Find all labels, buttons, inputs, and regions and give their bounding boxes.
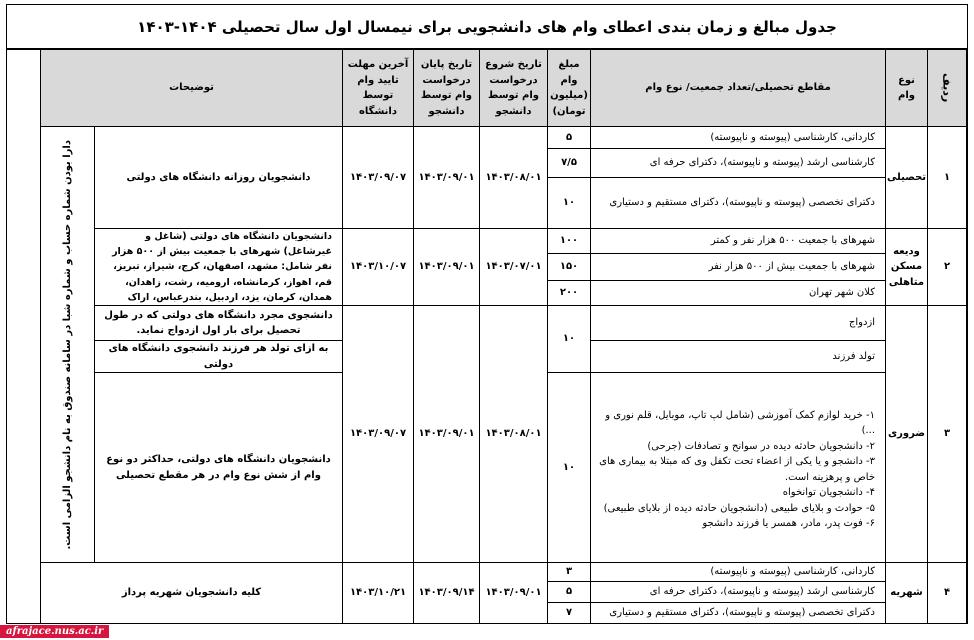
row-2-level-2: شهرهای با جمعیت بیش از ۵۰۰ هزار نفر — [590, 253, 886, 281]
row-4-number: ۴ — [927, 562, 967, 624]
row-4-level-1: کاردانی، کارشناسی (پیوسته و ناپیوسته) — [590, 562, 886, 582]
row-1-amount-1: ۵ — [547, 126, 591, 149]
header-end-date: تاریخ پایان درخواست وام توسط دانشجو — [413, 49, 480, 127]
row-4-deadline: ۱۴۰۳/۱۰/۲۱ — [342, 562, 414, 624]
row-3-amount-1: ۱۰ — [547, 305, 591, 373]
row-1-level-3: دکترای تخصصی (پیوسته و ناپیوسته)، دکترای مستقیم و دستیاری — [590, 177, 886, 229]
row-3-list-item-4: ۴- دانشجویان توانخواه — [782, 487, 875, 498]
side-note — [40, 126, 95, 563]
row-3-list-item-3: ۳- دانشجو و یا یکی از اعضاء تحت تکفل وی که مبتلا به بیماری های خاص و پرهزینه است. — [599, 456, 875, 483]
row-2-start-date: ۱۴۰۳/۰۷/۰۱ — [479, 228, 548, 306]
row-3-start-date: ۱۴۰۳/۰۸/۰۱ — [479, 305, 548, 563]
row-3-level-list — [590, 372, 886, 563]
row-3-list-item-2: ۲- دانشجویان حادثه دیده در سوانح و تصادفات (جرحی) — [647, 440, 875, 452]
row-2-level-1: شهرهای با جمعیت ۵۰۰ هزار نفر و کمتر — [590, 228, 886, 254]
row-1-start-date: ۱۴۰۳/۰۸/۰۱ — [479, 126, 548, 229]
header-start-date: تاریخ شروع درخواست وام توسط دانشجو — [479, 49, 548, 127]
row-3-end-date: ۱۴۰۳/۰۹/۰۱ — [413, 305, 480, 563]
row-4-end-date: ۱۴۰۳/۰۹/۱۴ — [413, 562, 480, 624]
row-3-amount-2: ۱۰ — [547, 372, 591, 563]
row-2-deadline: ۱۴۰۳/۱۰/۰۷ — [342, 228, 414, 306]
row-2-level-3: کلان شهر تهران — [590, 280, 886, 306]
row-1-amount-2: ۷/۵ — [547, 148, 591, 178]
row-1-level-2: کارشناسی ارشد (پیوسته و ناپیوسته)، دکترای حرفه ای — [590, 148, 886, 178]
page-title: جدول مبالغ و زمان بندی اعطای وام های دانشجویی برای نیمسال اول سال تحصیلی ۱۴۰۴-۱۴۰۳ — [7, 5, 967, 49]
row-3-deadline: ۱۴۰۳/۰۹/۰۷ — [342, 305, 414, 563]
row-3-list-item-6: ۶- فوت پدر، مادر، همسر یا فرزند دانشجو — [702, 518, 875, 529]
row-2-end-date: ۱۴۰۳/۰۹/۰۱ — [413, 228, 480, 306]
row-4-level-3: دکترای تخصصی (پیوسته و ناپیوسته)، دکترای مستقیم و دستیاری — [590, 602, 886, 624]
row-1-note: دانشجویان روزانه دانشگاه های دولتی — [94, 126, 343, 229]
row-3-level-marriage: ازدواج — [590, 305, 886, 341]
header-amount: مبلغ وام (میلیون تومان) — [547, 49, 591, 127]
row-3-note-marriage: دانشجوی مجرد دانشگاه های دولتی که در طول تحصیل برای بار اول ازدواج نماید. — [94, 305, 343, 341]
header-row-no: ردیف — [927, 49, 967, 127]
row-4-note: کلیه دانشجویان شهریه پرداز — [40, 562, 343, 624]
row-3-note-list: دانشجویان دانشگاه های دولتی، حداکثر دو نوع وام از شش نوع وام در هر مقطع تحصیلی — [94, 372, 343, 563]
row-4-type: شهریه — [885, 562, 928, 624]
header-deadline: آخرین مهلت تایید وام توسط دانشگاه — [342, 49, 414, 127]
left-margin-strip — [7, 49, 41, 624]
row-3-number: ۳ — [927, 305, 967, 563]
site-watermark: afrajace.nus.ac.ir — [0, 625, 109, 638]
row-3-list-item-5: ۵- حوادث و بلایای طبیعی (دانشجویان حادثه دیده از بلایای طبیعی) — [603, 502, 875, 514]
side-note-text: دارا بودن شماره حساب و شماره شبا در سامانه صندوق به نام دانشجو الزامی است. — [61, 139, 73, 550]
row-2-amount-1: ۱۰۰ — [547, 228, 591, 254]
loan-schedule-table — [6, 4, 968, 624]
row-4-amount-3: ۷ — [547, 602, 591, 624]
row-1-deadline: ۱۴۰۳/۰۹/۰۷ — [342, 126, 414, 229]
row-2-amount-2: ۱۵۰ — [547, 253, 591, 281]
row-2-amount-3: ۲۰۰ — [547, 280, 591, 306]
header-notes: توضیحات — [40, 49, 343, 127]
row-4-amount-1: ۳ — [547, 562, 591, 582]
row-3-type: ضروری — [885, 305, 928, 563]
header-loan-type: نوع وام — [885, 49, 928, 127]
row-3-level-childbirth: تولد فرزند — [590, 340, 886, 373]
row-1-end-date: ۱۴۰۳/۰۹/۰۱ — [413, 126, 480, 229]
row-1-amount-3: ۱۰ — [547, 177, 591, 229]
row-3-note-childbirth: به ازای تولد هر فرزند دانشجوی دانشگاه های دولتی — [94, 340, 343, 373]
row-3-list-item-1: ۱- خرید لوازم کمک آموزشی (شامل لپ تاپ، موبایل، قلم نوری و ...) — [605, 409, 875, 436]
row-4-level-2: کارشناسی ارشد (پیوسته و ناپیوسته)، دکترای حرفه ای — [590, 581, 886, 603]
row-2-type: ودیعه مسکن متاهلی — [885, 228, 928, 306]
row-2-note: دانشجویان دانشگاه های دولتی (شاغل و غیرشاغل) شهرهای با جمعیت بیش از ۵۰۰ هزار نفر شامل: مشهد، اصفهان، کرج، شیراز، تبریز، قم، اهواز، کرمانشاه، ارومیه، رشت، زاهدان، همدان، کرمان، یزد، اردبیل، بندرعباس، اراک — [94, 228, 343, 306]
row-1-level-1: کاردانی، کارشناسی (پیوسته و ناپیوسته) — [590, 126, 886, 149]
row-1-number: ۱ — [927, 126, 967, 229]
row-4-amount-2: ۵ — [547, 581, 591, 603]
header-levels: مقاطع تحصیلی/تعداد جمعیت/ نوع وام — [590, 49, 886, 127]
row-2-number: ۲ — [927, 228, 967, 306]
row-4-start-date: ۱۴۰۳/۰۹/۰۱ — [479, 562, 548, 624]
row-1-type: تحصیلی — [885, 126, 928, 229]
